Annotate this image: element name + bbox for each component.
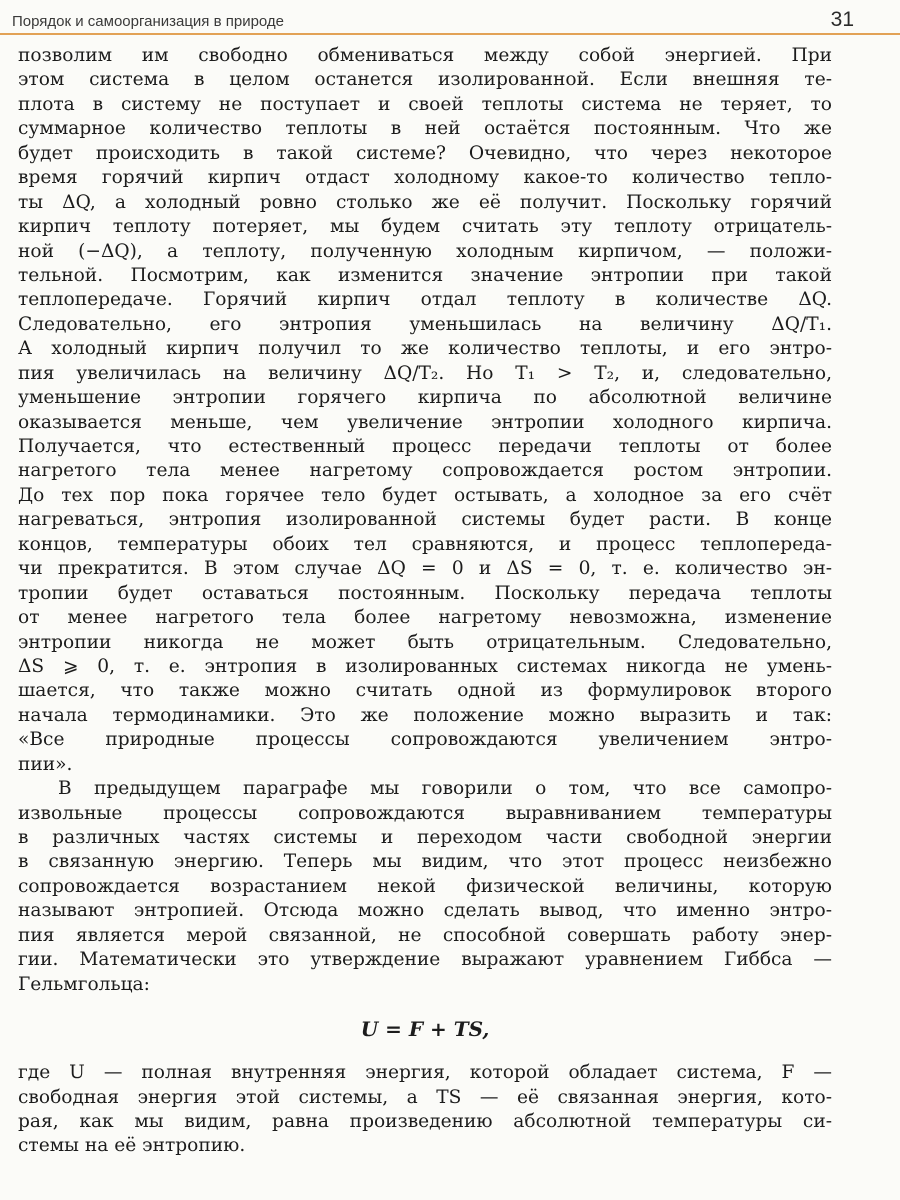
text-line: от менее нагретого тела более нагретому невозможна, изменение bbox=[18, 607, 832, 629]
text-line: уменьшение энтропии горячего кирпича по абсолютной величине bbox=[18, 387, 832, 409]
paragraph-3 bbox=[18, 1061, 832, 1159]
paragraph-1 bbox=[18, 44, 832, 777]
text-line: извольные процессы сопровождаются выравниванием температуры bbox=[18, 802, 832, 824]
text-line: шается, что также можно считать одной из формулировок второго bbox=[18, 680, 832, 702]
text-line: В предыдущем параграфе мы говорили о том, что все самопро- bbox=[58, 778, 832, 800]
text-line: будет происходить в такой системе? Очевидно, что через некоторое bbox=[18, 142, 832, 164]
text-line: рая, как мы видим, равна произведению абсолютной температуры си- bbox=[18, 1110, 832, 1132]
text-line: плота в систему не поступает и своей теплоты система не теряет, то bbox=[18, 93, 832, 115]
paragraph-2 bbox=[18, 777, 832, 997]
text-line: кирпич теплоту потеряет, мы будем считать эту теплоту отрицатель- bbox=[18, 216, 832, 238]
text-line: стемы на её энтропию. bbox=[18, 1135, 246, 1157]
text-line: ной (−ΔQ), а теплоту, полученную холодным кирпичом, — положи- bbox=[18, 240, 832, 262]
text-line: Получается, что естественный процесс передачи теплоты от более bbox=[18, 436, 832, 457]
text-line: пии». bbox=[18, 753, 73, 775]
text-line: тропии будет оставаться постоянным. Поскольку передача теплоты bbox=[18, 582, 832, 604]
header-rule bbox=[0, 33, 900, 35]
text-line: тельной. Посмотрим, как изменится значение энтропии при такой bbox=[18, 264, 832, 286]
text-line: До тех пор пока горячее тело будет остывать, а холодное за его счёт bbox=[18, 484, 832, 506]
text-line: время горячий кирпич отдаст холодному какое-то количество тепло- bbox=[18, 167, 832, 189]
text-line: этом система в целом останется изолированной. Если внешняя те- bbox=[18, 69, 832, 91]
text-line: пия является мерой связанной, не способной совершать работу энер- bbox=[18, 924, 832, 946]
text-line: гии. Математически это утверждение выражают уравнением Гиббса — bbox=[18, 949, 832, 971]
text-line: Гельмгольца: bbox=[18, 973, 150, 995]
text-line: ты ΔQ, а холодный ровно столько же её получит. Поскольку горячий bbox=[18, 191, 832, 213]
text-line: начала термодинамики. Это же положение можно выразить и так: bbox=[18, 704, 832, 726]
text-line: где U — полная внутренняя энергия, которой обладает система, F — bbox=[18, 1062, 832, 1084]
text-line: пия увеличилась на величину ΔQ/T₂. Но T₁ > T₂, и, следовательно, bbox=[18, 362, 832, 384]
text-line: теплопередаче. Горячий кирпич отдал теплоту в количестве ΔQ. bbox=[18, 289, 832, 311]
page-number: 31 bbox=[830, 8, 854, 31]
text-line: позволим им свободно обмениваться между собой энергией. При bbox=[18, 45, 832, 66]
text-line: оказывается меньше, чем увеличение энтропии холодного кирпича. bbox=[18, 411, 832, 433]
gibbs-helmholtz-formula: U = F + TS, bbox=[360, 1017, 490, 1042]
text-line: чи прекратится. В этом случае ΔQ = 0 и ΔS = 0, т. е. количество эн- bbox=[18, 558, 832, 580]
text-line: свободная энергия этой системы, а TS — её связанная энергия, кото- bbox=[18, 1086, 832, 1108]
text-line: в связанную энергию. Теперь мы видим, что этот процесс неизбежно bbox=[18, 851, 832, 873]
text-line: сопровождается возрастанием некой физической величины, которую bbox=[18, 875, 832, 897]
text-line: Следовательно, его энтропия уменьшилась на величину ΔQ/T₁. bbox=[18, 313, 832, 335]
text-line: нагреваться, энтропия изолированной системы будет расти. В конце bbox=[18, 509, 832, 531]
page-header bbox=[0, 0, 900, 34]
text-line: «Все природные процессы сопровождаются увеличением энтро- bbox=[18, 729, 832, 751]
text-line: в различных частях системы и переходом части свободной энергии bbox=[18, 827, 832, 848]
text-line: А холодный кирпич получил то же количество теплоты, и его энтро- bbox=[18, 338, 832, 360]
text-line: энтропии никогда не может быть отрицательным. Следовательно, bbox=[18, 631, 832, 653]
text-line: суммарное количество теплоты в ней остаётся постоянным. Что же bbox=[18, 118, 832, 140]
text-line: ΔS ⩾ 0, т. е. энтропия в изолированных системах никогда не умень- bbox=[18, 655, 832, 677]
text-line: называют энтропией. Отсюда можно сделать вывод, что именно энтро- bbox=[18, 900, 832, 922]
body-text bbox=[18, 44, 832, 1159]
text-line: нагретого тела менее нагретому сопровождается ростом энтропии. bbox=[18, 460, 832, 482]
running-title: Порядок и самоорганизация в природе bbox=[12, 13, 285, 30]
text-line: концов, температуры обоих тел сравняются, и процесс теплопереда- bbox=[18, 533, 832, 555]
